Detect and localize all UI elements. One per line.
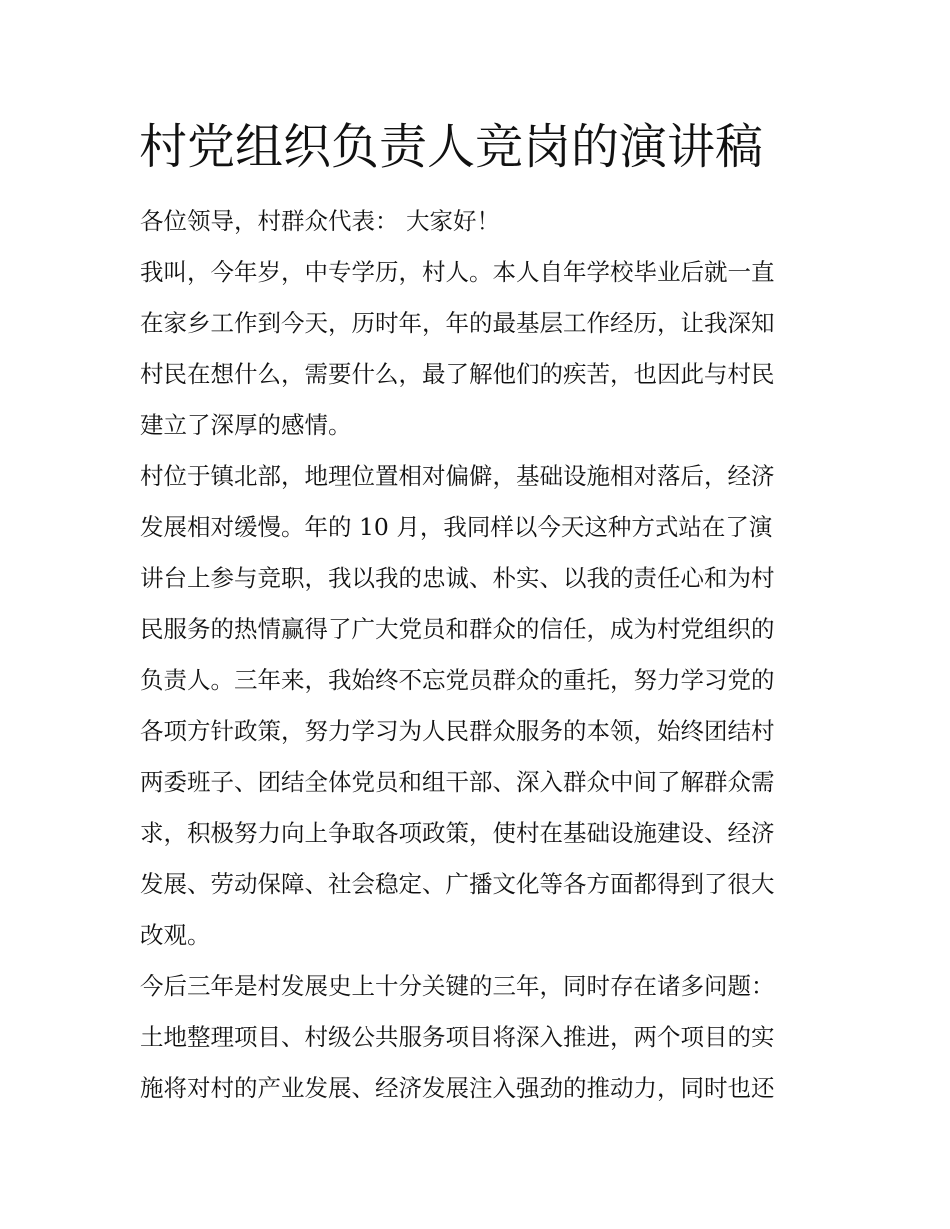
text-line: 土地整理项目、村级公共服务项目将深入推进，两个项目的实 [140,1023,775,1051]
text-line-greeting: 各位领导，村群众代表： 大家好！ [140,207,500,235]
text-line: 村民在想什么，需要什么，最了解他们的疾苦，也因此与村民 [140,360,775,388]
text-line: 建立了深厚的感情。 [140,411,352,439]
text-line: 今后三年是村发展史上十分关键的三年，同时存在诸多问题： [140,972,775,1000]
text-line: 我叫，今年岁，中专学历，村人。本人自年学校毕业后就一直 [140,258,775,286]
text-line: 改观。 [140,921,211,949]
text-line: 负责人。三年来，我始终不忘党员群众的重托，努力学习党的 [140,666,775,694]
text-line: 两委班子、团结全体党员和组干部、深入群众中间了解群众需 [140,768,775,796]
text-line: 各项方针政策，努力学习为人民群众服务的本领，始终团结村 [140,717,775,745]
text-line: 施将对村的产业发展、经济发展注入强劲的推动力，同时也还 [140,1074,775,1102]
text-line: 求，积极努力向上争取各项政策，使村在基础设施建设、经济 [140,819,775,847]
document-title: 村党组织负责人竞岗的演讲稿 [139,119,764,175]
text-line: 发展相对缓慢。年的 10 月，我同样以今天这种方式站在了演 [140,513,773,541]
text-line: 在家乡工作到今天，历时年，年的最基层工作经历，让我深知 [140,309,775,337]
text-line: 讲台上参与竞职，我以我的忠诚、朴实、以我的责任心和为村 [140,564,775,592]
text-line: 发展、劳动保障、社会稳定、广播文化等各方面都得到了很大 [140,870,775,898]
text-line: 民服务的热情赢得了广大党员和群众的信任，成为村党组织的 [140,615,775,643]
text-line: 村位于镇北部，地理位置相对偏僻，基础设施相对落后，经济 [140,462,775,490]
